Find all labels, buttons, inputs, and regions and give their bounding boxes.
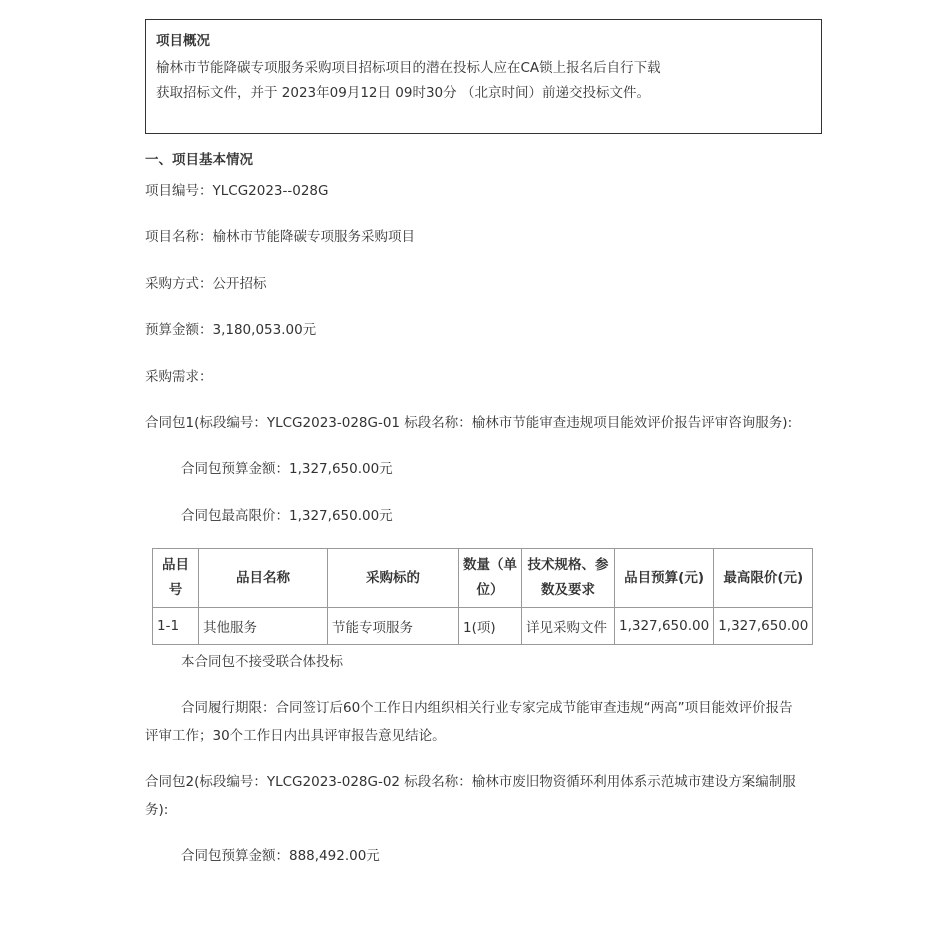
cell-specs: 详见采购文件 (522, 608, 615, 645)
overview-line-2: 获取招标文件，并于 2023年09月12日 09时30分 （北京时间）前递交投标文件。 (156, 85, 650, 101)
col-header-specs: 技术规格、参数及要求 (522, 549, 615, 608)
col-header-item-no: 品目号 (153, 549, 199, 608)
overview-title: 项目概况 (156, 33, 210, 49)
package1-contract-period: 合同履行期限：合同签订后60个工作日内组织相关行业专家完成节能审查违规“两高”项目能效评价报告评审工作；30个工作日内出具评审报告意见结论。 (145, 700, 793, 744)
package1-items-table (152, 548, 813, 645)
package1-max-price: 合同包最高限价：1,327,650.00元 (181, 508, 393, 524)
package1-consortium-note: 本合同包不接受联合体投标 (181, 654, 343, 670)
budget-amount: 预算金额：3,180,053.00元 (145, 322, 317, 338)
package2-budget: 合同包预算金额：888,492.00元 (181, 848, 380, 864)
col-header-item-budget: 品目预算(元) (615, 549, 714, 608)
cell-item-name: 其他服务 (199, 608, 328, 645)
table-header-row (153, 549, 813, 608)
cell-quantity: 1(项) (459, 608, 522, 645)
section-heading-basic-info: 一、项目基本情况 (145, 152, 253, 168)
cell-subject: 节能专项服务 (328, 608, 459, 645)
col-header-max-price: 最高限价(元) (714, 549, 813, 608)
cell-item-no: 1-1 (153, 608, 199, 645)
project-overview-box (145, 19, 822, 134)
project-name: 项目名称：榆林市节能降碳专项服务采购项目 (145, 229, 415, 245)
col-header-quantity: 数量（单位） (459, 549, 522, 608)
package1-budget: 合同包预算金额：1,327,650.00元 (181, 461, 393, 477)
cell-item-budget: 1,327,650.00 (615, 608, 714, 645)
col-header-subject: 采购标的 (328, 549, 459, 608)
table-row (153, 608, 813, 645)
procurement-requirements-label: 采购需求： (145, 369, 213, 385)
procurement-method: 采购方式：公开招标 (145, 276, 267, 292)
cell-max-price: 1,327,650.00 (714, 608, 813, 645)
package2-title: 合同包2(标段编号：YLCG2023-028G-02 标段名称：榆林市废旧物资循环利用体系示范城市建设方案编制服务): (145, 774, 796, 818)
col-header-item-name: 品目名称 (199, 549, 328, 608)
project-number: 项目编号：YLCG2023--028G (145, 183, 329, 199)
overview-line-1: 榆林市节能降碳专项服务采购项目招标项目的潜在投标人应在CA锁上报名后自行下载 (156, 60, 661, 76)
package1-title: 合同包1(标段编号：YLCG2023-028G-01 标段名称：榆林市节能审查违规项目能效评价报告评审咨询服务): (145, 415, 793, 431)
